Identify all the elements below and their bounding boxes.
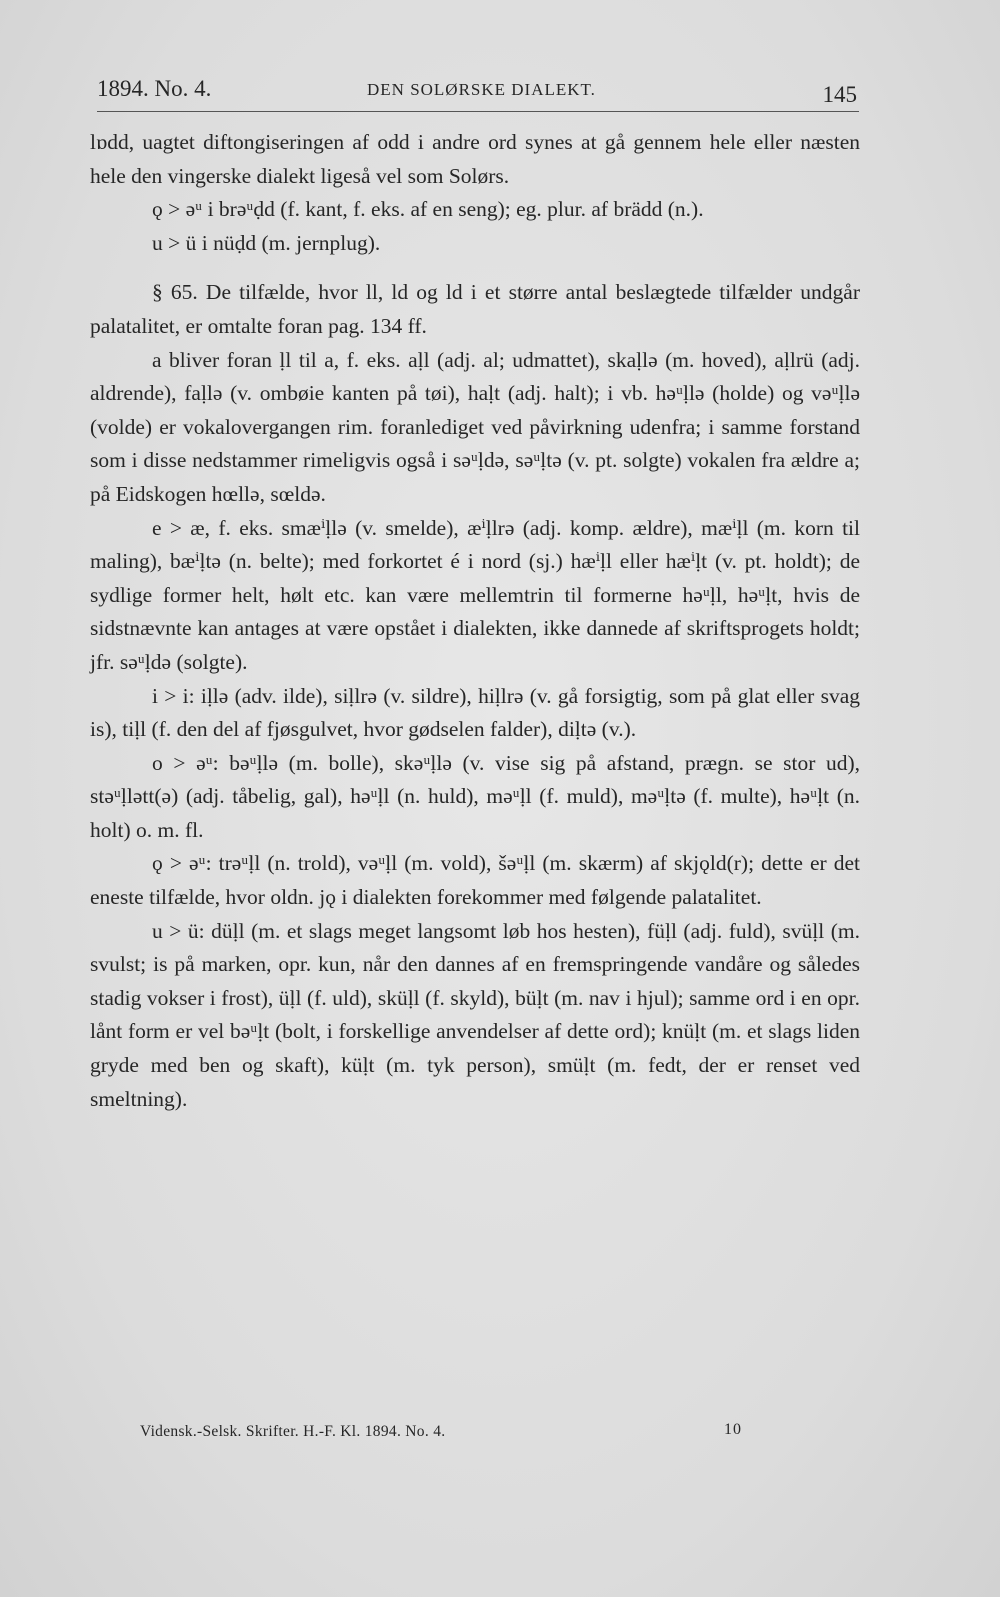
paragraph: § 65. De tilfælde, hvor ll, ld og ld i et større antal beslægtede tilfælder undgår palatalitet, er omtalte foran pag. 134 ff.: [90, 280, 860, 338]
signature-number: 10: [724, 1421, 742, 1438]
paragraph: i > i: iḷlə (adv. ilde), siḷlrə (v. sildre), hiḷlrə (v. gå forsigtig, som på glat eller svag is), tiḷl (f. den del af fjøsgulvet, hvor gødselen falder), diḷtə (v.).: [90, 683, 860, 742]
body-text: [90, 126, 860, 1116]
header-volume: 1894. No. 4.: [97, 76, 212, 101]
footer-signature: Vidensk.-Selsk. Skrifter. H.-F. Kl. 1894. No. 4.: [140, 1423, 446, 1440]
paragraph: a bliver foran ḷl til a, f. eks. aḷl (adj. al; udmattet), skaḷlə (m. hoved), aḷlrü (adj. aldrende), faḷlə (v. ombøie kanten på tøi), haḷt (adj. halt); i vb. həᵘḷlə (holde) og vəᵘḷlə (volde) er vokalovergangen rim. foranlediget ved påvirkning udenfra; i samme forstand som i disse nedstammer rimeligvis også i səᵘḷdə, səᵘḷtə (v. pt. solgte) vokalen fra ældre a; på Eidskogen hœllə, sœldə.: [90, 347, 860, 506]
header-rule: [97, 111, 859, 112]
paragraph: u > ü i nüḍd (m. jernplug).: [152, 230, 381, 255]
page-number: 145: [822, 82, 857, 107]
paragraph: ǫ > əᵘ: trəᵘḷl (n. trold), vəᵘḷl (m. vold), šəᵘḷl (m. skærm) af skjǫld(r); dette er det eneste tilfælde, hvor oldn. jǫ i dialekten forekommer med følgende palatalitet.: [90, 851, 860, 910]
paragraph: ǫ > əᵘ i brəᵘḍd (f. kant, f. eks. af en seng); eg. plur. af brädd (n.).: [152, 197, 704, 222]
paragraph: lɒdd, uagtet diftongiseringen af odd i andre ord synes at gå gennem hele eller næsten hele den vingerske dialekt ligeså vel som Solørs.: [90, 130, 860, 188]
paragraph: u > ü: düḷl (m. et slags meget langsomt løb hos hesten), füḷl (adj. fuld), svüḷl (m. svulst; is på marken, opr. kun, når den dannes af en fremspringende vandåre og således stadig vokser i frost), üḷl (f. uld), sküḷl (f. skyld), büḷt (m. nav i hjul); samme ord i en opr. lånt form er vel bəᵘḷt (bolt, i forskellige anvendelser af dette ord); knüḷt (m. et slags liden gryde med ben og skaft), küḷt (m. tyk person), smüḷt (m. fedt, der er renset ved smeltning).: [90, 918, 860, 1111]
paragraph: e > æ, f. eks. smæⁱḷlə (v. smelde), æⁱḷlrə (adj. komp. ældre), mæⁱḷl (m. korn til maling), bæⁱḷtə (n. belte); med forkortet é i nord (sj.) hæⁱḷl eller hæⁱḷt (v. pt. holdt); de sydlige former helt, hølt etc. kan være mellemtrin til formerne həᵘḷl, həᵘḷt, hvis de sidstnævnte kan antages at være opstået i dialekten, ikke dannede af skriftsprogets holdt; jfr. səᵘḷdə (solgte).: [90, 515, 860, 674]
running-header: [97, 70, 857, 110]
header-title: DEN SOLØRSKE DIALEKT.: [367, 80, 596, 99]
paragraph: o > əᵘ: bəᵘḷlə (m. bolle), skəᵘḷlə (v. vise sig på afstand, prægn. se stor ud), stəᵘḷlətt(ə) (adj. tåbelig, gal), həᵘḷl (n. huld), məᵘḷl (f. muld), məᵘḷtə (f. multe), həᵘḷt (n. holt) o. m. fl.: [90, 750, 860, 842]
